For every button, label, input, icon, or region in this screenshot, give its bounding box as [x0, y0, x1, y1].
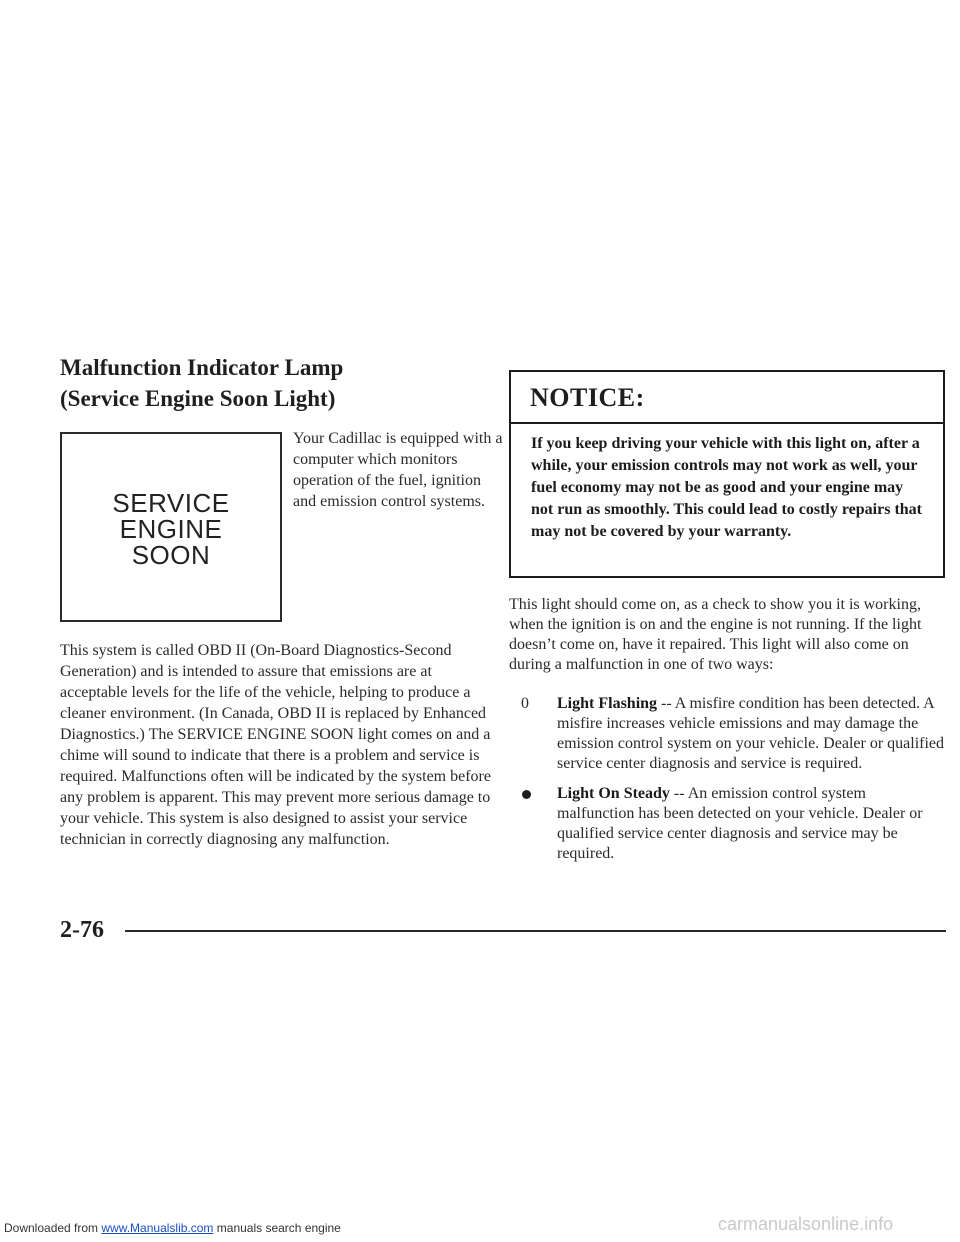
- bullet-mark: 0: [521, 695, 529, 712]
- notice-box: [509, 370, 945, 578]
- bullet-term: Light On Steady: [557, 785, 670, 802]
- intro-paragraph: Your Cadillac is equipped with a computer which monitors operation of the fuel, ignition and emission control systems.: [293, 430, 503, 510]
- section-title-line2: (Service Engine Soon Light): [60, 386, 336, 411]
- watermark-suffix: manuals search engine: [213, 1221, 341, 1235]
- lamp-label: [62, 490, 280, 568]
- bullet-text: -- An emission control system malfunction has been detected on your vehicle. Dealer or qualified service center diagnosis and service may be required.: [557, 785, 923, 862]
- section-title-line1: Malfunction Indicator Lamp: [60, 355, 344, 380]
- footer-rule: [125, 930, 946, 932]
- page-number: 2-76: [60, 917, 104, 943]
- watermark-prefix: Downloaded from: [4, 1221, 102, 1235]
- page-footer: [60, 915, 946, 945]
- light-check-paragraph: This light should come on, as a check to show you it is working, when the ignition is on and the engine is not running. If the light doesn’t come on, have it repaired. This light will also come on during a malfunction in one of two ways:: [509, 596, 922, 673]
- lamp-label-line2: ENGINE: [119, 514, 223, 544]
- site-watermark: carmanualsonline.info: [718, 1214, 894, 1234]
- bullet-light-flashing: [509, 694, 945, 774]
- section-title: [60, 352, 420, 414]
- bullet-light-on-steady: [509, 784, 945, 864]
- bullet-dot-icon: [522, 790, 531, 799]
- manualslib-link[interactable]: www.Manualslib.com: [101, 1221, 214, 1235]
- notice-heading: NOTICE:: [511, 372, 943, 424]
- lamp-label-line1: SERVICE: [112, 488, 230, 518]
- lamp-label-line3: SOON: [131, 540, 211, 570]
- obd-description-paragraph: This system is called OBD II (On-Board Diagnostics-Second Generation) and is intended to assure that emissions are at acceptable levels for the life of the vehicle, helping to produce a cleaner environment. (In Canada, OBD II is replaced by Enhanced Diagnostics.) The SERVICE ENGINE SOON light comes on and a chime will sound to indicate that there is a problem and service is required. Malfunctions often will be indicated by the system before any problem is apparent. This may prevent more serious damage to your vehicle. This system is also designed to assist your service technician in correctly diagnosing any malfunction.: [60, 642, 491, 848]
- service-engine-soon-lamp-illustration: [60, 432, 282, 622]
- notice-text: If you keep driving your vehicle with this light on, after a while, your emission controls may not work as well, your fuel economy may not be as good and your engine may not run as smoothly. This could lead to costly repairs that may not be covered by your warranty.: [531, 435, 923, 540]
- download-watermark: [4, 1221, 341, 1235]
- bullet-list: [509, 694, 945, 874]
- bullet-text: -- A misfire condition has been detected. A misfire increases vehicle emissions and may damage the emission control system on your vehicle. Dealer or qualified service center diagnosis and service is required.: [557, 695, 945, 772]
- bullet-term: Light Flashing: [557, 695, 658, 712]
